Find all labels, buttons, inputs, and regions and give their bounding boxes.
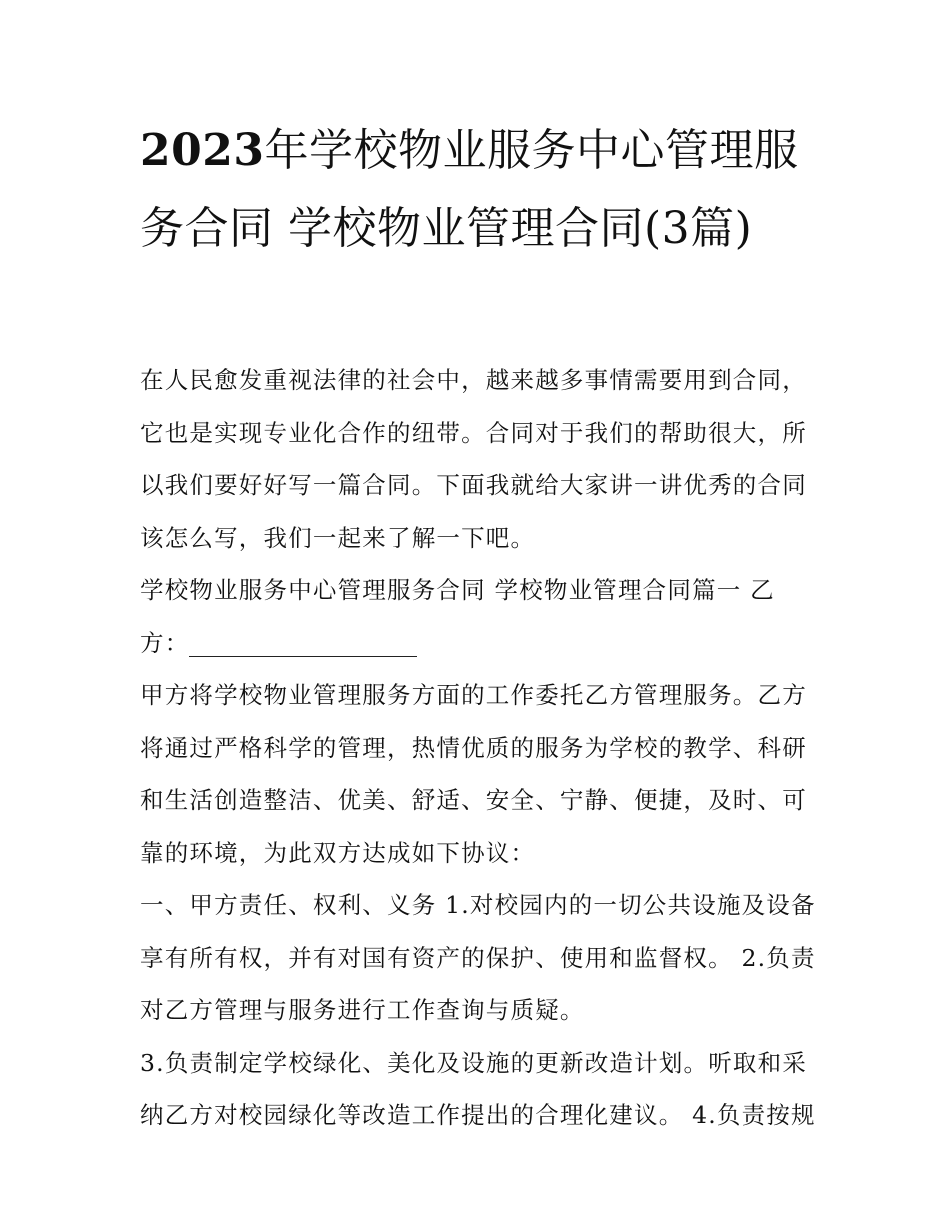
paragraph-2: 一、甲方责任、权利、义务 1.对校园内的一切公共设施及设备享有所有权，并有对国有资产的保护、使用和监督权。 2.负责对乙方管理与服务进行工作查询与质疑。: [140, 891, 816, 1024]
party-b-blank-line: [189, 626, 417, 657]
document-body: [140, 354, 820, 1142]
document-title: [140, 112, 820, 268]
title-year: 2023: [140, 125, 265, 176]
title-text: 年学校物业服务中心管理服务合同 学校物业管理合同(3篇): [140, 125, 799, 254]
paragraph-3: 3.负责制定学校绿化、美化及设施的更新改造计划。听取和采纳乙方对校园绿化等改造工作提出的合理化建议。 4.负责按规: [140, 1048, 816, 1129]
section-heading: [140, 564, 820, 669]
intro-paragraph: 在人民愈发重视法律的社会中，越来越多事情需要用到合同，它也是实现专业化合作的纽带。合同对于我们的帮助很大，所以我们要好好写一篇合同。下面我就给大家讲一讲优秀的合同该怎么写，我们一起来了解一下吧。: [140, 366, 807, 552]
paragraph-1: 甲方将学校物业管理服务方面的工作委托乙方管理服务。乙方将通过严格科学的管理，热情优质的服务为学校的教学、科研和生活创造整洁、优美、舒适、安全、宁静、便捷，及时、可靠的环境，为此双方达成如下协议：: [140, 681, 807, 867]
section-heading-text: 学校物业服务中心管理服务合同 学校物业管理合同篇一 乙方：: [140, 576, 775, 657]
